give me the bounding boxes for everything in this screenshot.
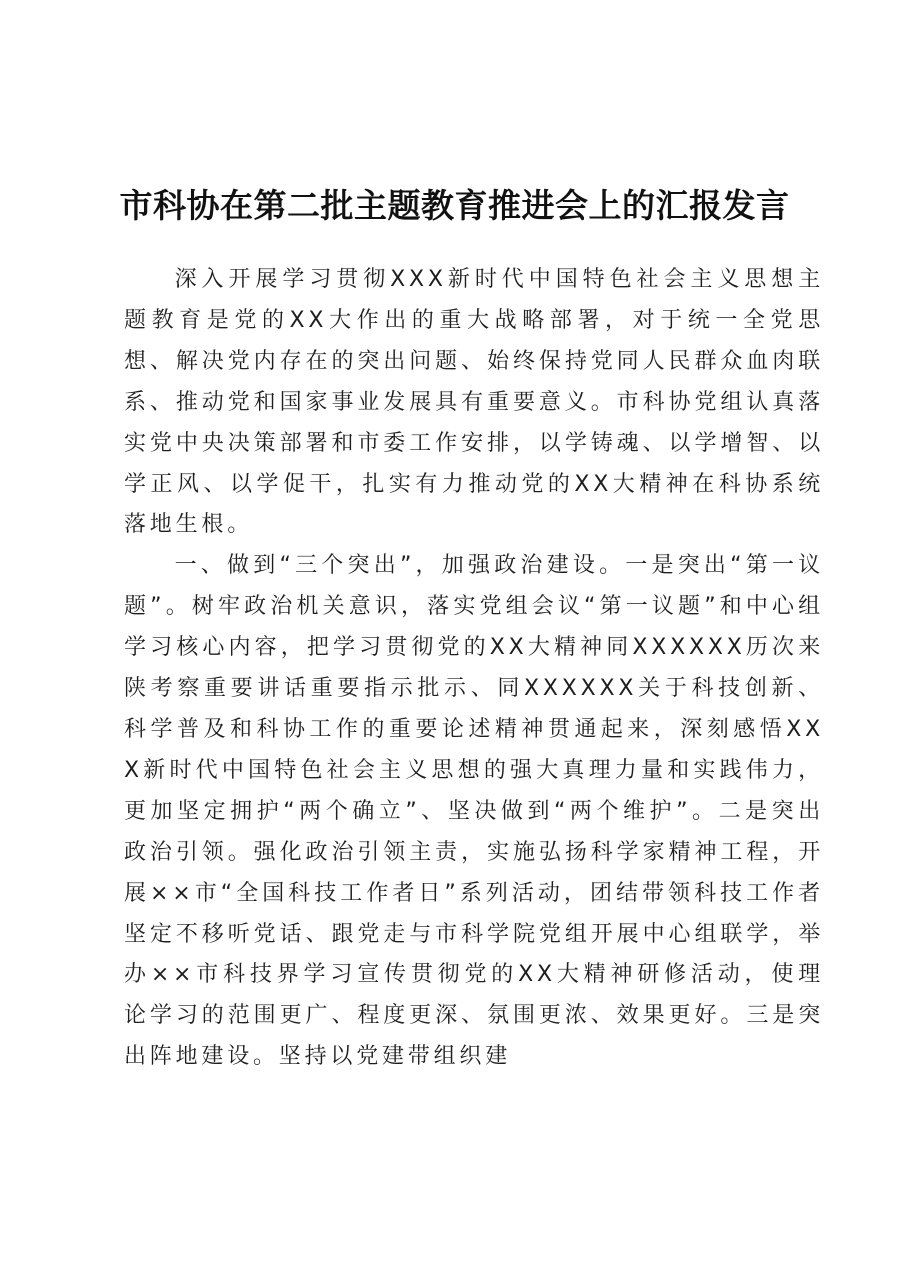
paragraph-intro: 深入开展学习贯彻XXX新时代中国特色社会主义思想主题教育是党的XX大作出的重大战略部署，对于统一全党思想、解决党内存在的突出问题、始终保持党同人民群众血肉联系、推动党和国家事业发展具有重要意义。市科协党组认真落实党中央决策部署和市委工作安排，以学铸魂、以学增智、以学正风、以学促干，扎实有力推动党的XX大精神在科协系统落地生根。 (124, 267, 824, 538)
document-title: 市科协在第二批主题教育推进会上的汇报发言 (119, 186, 790, 225)
document-body (124, 260, 824, 1078)
paragraph-section-one: 一、做到“三个突出”，加强政治建设。一是突出“第一议题”。树牢政治机关意识，落实党组会议“第一议题”和中心组学习核心内容，把学习贯彻党的XX大精神同XXXXXX历次来陕考察重要讲话重要指示批示、同XXXXXX关于科技创新、科学普及和科协工作的重要论述精神贯通起来，深刻感悟XXX新时代中国特色社会主义思想的强大真理力量和实践伟力，更加坚定拥护“两个确立”、坚决做到“两个维护”。二是突出政治引领。强化政治引领主责，实施弘扬科学家精神工程，开展××市“全国科技工作者日”系列活动，团结带领科技工作者坚定不移听党话、跟党走与市科学院党组开展中心组联学，举办××市科技界学习宣传贯彻党的XX大精神研修活动，使理论学习的范围更广、程度更深、氛围更浓、效果更好。三是突出阵地建设。坚持以党建带组织建 (124, 553, 824, 1070)
